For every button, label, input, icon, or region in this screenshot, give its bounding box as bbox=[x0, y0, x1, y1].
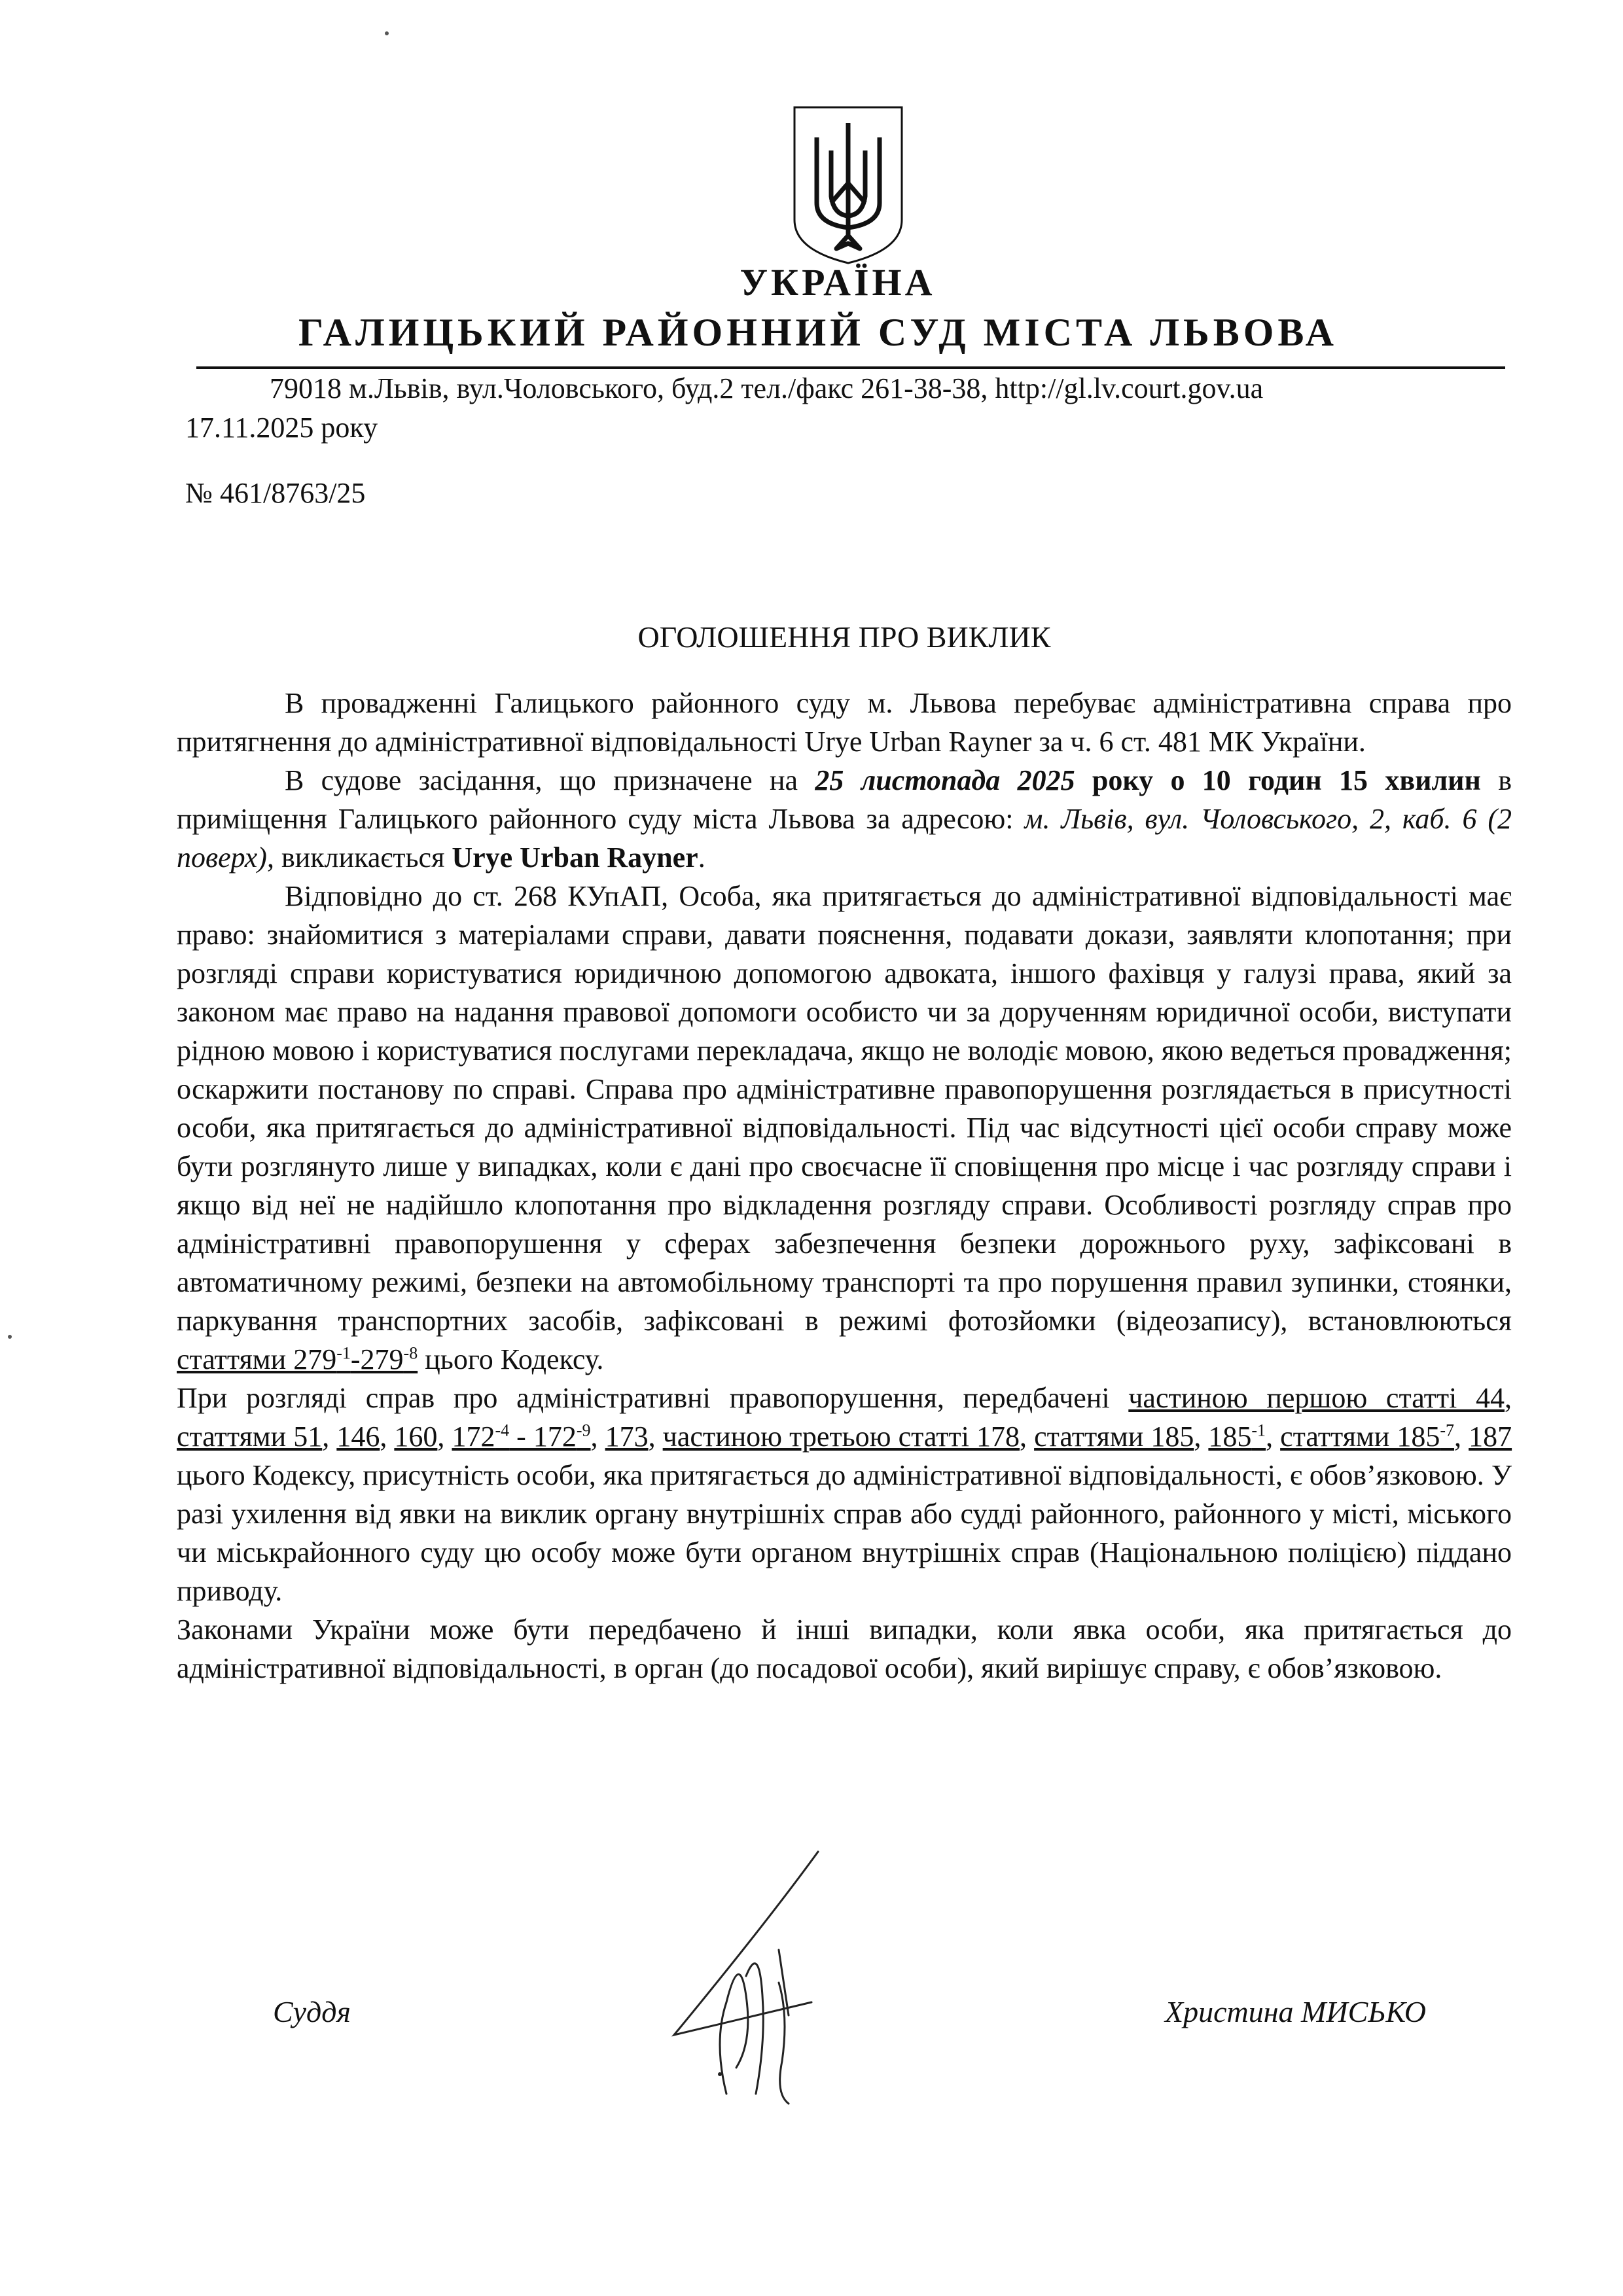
document-date: 17.11.2025 року bbox=[185, 412, 378, 444]
hearing-text-1: В судове засідання, що призначене на bbox=[285, 764, 815, 796]
article-185-7-text: статтями 185 bbox=[1280, 1421, 1440, 1453]
judge-signature bbox=[648, 1845, 831, 2107]
superscript: -4 bbox=[495, 1421, 510, 1440]
article-172-link[interactable] bbox=[452, 1421, 590, 1453]
paragraph-hearing bbox=[177, 761, 1512, 877]
hearing-text-2: в приміщення Галицького районного суду міста Львова за адресою: bbox=[177, 764, 1512, 835]
paragraph-other-cases: Законами України може бути передбачено й інші випадки, коли явка особи, яка притягається до адміністративної відповідальності, в орган (до посадової особи), який вирішує справу, є обов’язковою. bbox=[177, 1614, 1512, 1684]
hearing-date: 25 листопада 2025 bbox=[815, 764, 1075, 796]
document-title: ОГОЛОШЕННЯ ПРО ВИКЛИК bbox=[637, 620, 1051, 654]
articles-279-link[interactable] bbox=[177, 1343, 418, 1375]
article-185-1-text: 185 bbox=[1208, 1421, 1252, 1453]
scan-speck bbox=[385, 31, 389, 35]
hearing-text-3: , викликається bbox=[266, 841, 452, 874]
court-address: 79018 м.Львів, вул.Чоловського, буд.2 тел./факс 261-38-38, http://gl.lv.court.gov.ua bbox=[270, 372, 1264, 404]
document-body bbox=[177, 684, 1512, 1687]
article-178-link[interactable]: частиною третьою статті 178 bbox=[662, 1421, 1020, 1453]
article-185-link[interactable]: статтями 185 bbox=[1034, 1421, 1194, 1453]
presence-text-2: цього Кодексу, присутність особи, яка притягається до адміністративної відповідальності, є обов’язковою. У разі ухилення від явки на виклик органу внутрішніх справ або судді районного, районного у місті, міського чи міськрайонного суду цю особу може бути органом внутрішніх справ (Національною поліцією) піддано приводу. bbox=[177, 1459, 1512, 1607]
superscript: -7 bbox=[1440, 1421, 1455, 1440]
country-heading: УКРАЇНА bbox=[740, 261, 936, 304]
presence-text-1: При розгляді справ про адміністративні правопорушення, передбачені bbox=[177, 1382, 1129, 1414]
hearing-address: м. Львів, вул. Чоловського, 2, каб. 6 (2 поверх) bbox=[177, 803, 1512, 874]
judge-name: Христина МИСЬКО bbox=[1165, 1995, 1427, 2028]
article-173-link[interactable]: 173 bbox=[605, 1421, 649, 1453]
hearing-text-4: . bbox=[698, 841, 705, 874]
article-187-link[interactable]: 187 bbox=[1469, 1421, 1512, 1453]
articles-279-text: статтями 279 bbox=[177, 1343, 337, 1375]
court-name: ГАЛИЦЬКИЙ РАЙОННИЙ СУД МІСТА ЛЬВОВА bbox=[298, 311, 1338, 354]
superscript: -1 bbox=[336, 1343, 351, 1363]
article-172-text: 172 bbox=[452, 1421, 495, 1453]
article-172-text-2: - 172 bbox=[509, 1421, 577, 1453]
article-44-link[interactable]: частиною першою статті 44 bbox=[1128, 1382, 1505, 1414]
article-146-link[interactable]: 146 bbox=[336, 1421, 380, 1453]
article-185-1-link[interactable] bbox=[1208, 1421, 1266, 1453]
rights-text: Відповідно до ст. 268 КУпАП, Особа, яка притягається до адміністративної відповідальності має право: знайомитися з матеріалами справи, давати пояснення, подавати докази, заявляти клопотання; при розгляді справи користуватися юридичною допомогою адвоката, іншого фахівця у галузі права, який за законом має право на надання правової допомоги особисто чи за дорученням юридичної особи, виступати рідною мовою і користуватися послугами перекладача, якщо не володіє мовою, якою ведеться провадження; оскаржити постанову по справі. Справа про адміністративне правопорушення розглядається в присутності особи, яка притягається до адміністративної відповідальності. Під час відсутності цієї особи справу може бути розглянуто лише у випадках, коли є дані про своєчасне її сповіщення про місце і час розгляду справи і якщо від неї не надійшло клопотання про відкладення розгляду справи. Особливості розгляду справ про адміністративні правопорушення у сферах забезпечення безпеки дорожнього руху, зафіксовані в автоматичному режимі, безпеки на автомобільному транспорті та про порушення правил зупинки, стоянки, паркування транспортних засобів, зафіксовані в режимі фотозйомки (відеозапису), встановлюються bbox=[177, 880, 1512, 1337]
article-160-link[interactable]: 160 bbox=[394, 1421, 438, 1453]
judge-role-label: Суддя bbox=[273, 1995, 351, 2028]
case-number: № 461/8763/25 bbox=[185, 477, 366, 509]
article-185-7-link[interactable] bbox=[1280, 1421, 1454, 1453]
summoned-person-name: Urye Urban Rayner bbox=[452, 841, 698, 874]
articles-279-text-2: -279 bbox=[350, 1343, 404, 1375]
paragraph-mandatory-presence: При розгляді справ про адміністративні правопорушення, передбачені частиною першою статті 44, статтями 51, 146, 160, $172^{-4} - 172^{-9}$, 173, частиною третьою статті 178, статтями 185, $185^{-1}$, статтями $185^{-7}$, 187 цього Кодексу, присутність особи, яка притягається до адміністративної відповідальності, є обов’язковою. У разі ухилення від явки на виклик органу внутрішніх справ або судді районного, районного у місті, міського чи міськрайонного суду цю особу може бути органом внутрішніх справ (Національною поліцією) піддано приводу. bbox=[177, 1382, 1512, 1607]
superscript: -8 bbox=[403, 1343, 418, 1363]
hearing-time: року о 10 годин 15 хвилин bbox=[1075, 764, 1481, 796]
paragraph-rights bbox=[177, 877, 1512, 1379]
superscript: -1 bbox=[1251, 1421, 1266, 1440]
scan-speck bbox=[8, 1335, 12, 1339]
rights-tail: цього Кодексу. bbox=[418, 1343, 604, 1375]
paragraph-proceedings: В провадженні Галицького районного суду м. Львова перебуває адміністративна справа про притягнення до адміністративної відповідальності Urye Urban Rayner за ч. 6 ст. 481 МК України. bbox=[177, 687, 1512, 758]
trident-icon bbox=[791, 105, 906, 266]
article-51-link[interactable]: статтями 51 bbox=[177, 1421, 323, 1453]
header-divider bbox=[196, 366, 1505, 369]
superscript: -9 bbox=[576, 1421, 591, 1440]
